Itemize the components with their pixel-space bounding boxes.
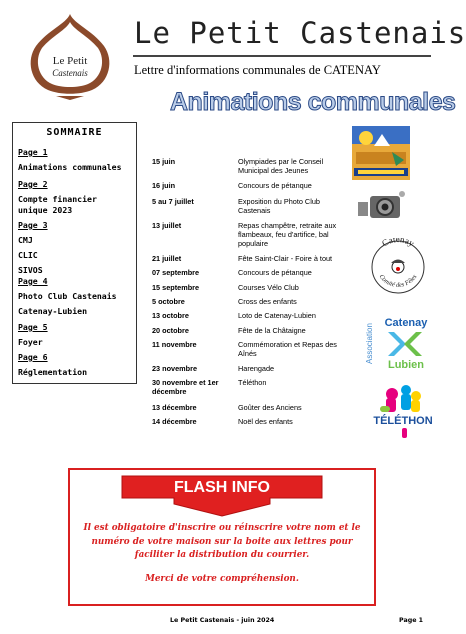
comite-des-fetes-logo — [370, 238, 426, 300]
masthead-title: Le Petit Castenais — [134, 16, 466, 50]
association-word: Association — [365, 323, 374, 364]
event-date: 5 au 7 juillet — [152, 197, 194, 206]
toc-page-1[interactable]: Page 1 — [18, 147, 48, 157]
event-text: Fête Saint-Clair - Foire à tout — [238, 254, 333, 263]
event-date: 21 juillet — [152, 254, 182, 263]
toc-item[interactable]: Catenay-Lubien — [18, 306, 88, 316]
event-text: Loto de Catenay-Lubien — [238, 311, 316, 320]
logo-text-line1: Le Petit — [52, 55, 88, 67]
flash-info-box — [68, 468, 376, 606]
svg-text:Comité des Fêtes — [378, 273, 419, 289]
event-text: Olympiades par le Conseil Municipal des Jeunes — [238, 157, 324, 175]
event-text: Courses Vélo Club — [238, 283, 299, 292]
comite-arc-bottom: Comité des Fêtes — [377, 273, 419, 289]
toc-item[interactable]: Animations communales — [18, 162, 122, 172]
event-date: 13 juillet — [152, 221, 182, 230]
toc-page-3[interactable]: Page 3 — [18, 220, 48, 230]
event-date: 14 décembre — [152, 417, 197, 426]
table-of-contents — [12, 122, 137, 384]
flash-thanks: Merci de votre compréhension. — [145, 574, 299, 584]
catenay-lubien-top: Catenay — [384, 317, 428, 329]
toc-item[interactable]: Compte financier — [18, 194, 97, 204]
event-date: 30 novembre et 1er décembre — [152, 378, 219, 396]
event-date: 20 octobre — [152, 326, 189, 335]
comite-arc-top: Catenay — [380, 238, 417, 249]
event-date: 15 juin — [152, 157, 176, 166]
event-date: 5 octobre — [152, 297, 185, 306]
event-date: 15 septembre — [152, 283, 200, 292]
toc-heading: SOMMAIRE — [46, 127, 103, 138]
toc-item[interactable]: CMJ — [18, 235, 33, 245]
toc-item[interactable]: Foyer — [18, 337, 43, 347]
telethon-logo — [372, 380, 434, 446]
event-date: 23 novembre — [152, 364, 198, 373]
event-date: 13 octobre — [152, 311, 189, 320]
catenay-lubien-logo — [366, 314, 432, 374]
event-text: Repas champêtre, retraite aux flambeaux, feu d'artifice, bal populaire — [238, 221, 337, 248]
event-date: 16 juin — [152, 181, 176, 190]
logo-text-line2: Castenais — [52, 68, 88, 78]
photo-club-logo — [356, 186, 410, 230]
event-date: 13 décembre — [152, 403, 197, 412]
telethon-word: TÉLÉTHON — [373, 415, 433, 427]
event-text: Noël des enfants — [238, 417, 293, 426]
event-text: Fête de la Châtaigne — [238, 326, 306, 335]
toc-item[interactable]: SIVOS — [18, 265, 43, 275]
event-date: 07 septembre — [152, 268, 200, 277]
toc-page-6[interactable]: Page 6 — [18, 352, 48, 362]
toc-item[interactable]: Réglementation — [18, 367, 88, 377]
event-text: Exposition du Photo Club Castenais — [238, 197, 320, 215]
toc-page-2[interactable]: Page 2 — [18, 179, 48, 189]
masthead-rule — [133, 55, 431, 57]
catenay-lubien-bottom: Lubien — [387, 359, 425, 371]
flash-body: Il est obligatoire d'inscrire ou réinscrire votre nom et le numéro de votre maison sur la boite aux lettres pour faciliter la distribution du courrier. — [83, 523, 361, 560]
toc-item[interactable]: unique 2023 — [18, 205, 73, 215]
toc-page-5[interactable]: Page 5 — [18, 322, 48, 332]
toc-page-4[interactable]: Page 4 — [18, 276, 48, 286]
section-title: Animations communales — [170, 88, 456, 116]
flash-banner — [120, 474, 324, 518]
event-text: Concours de pétanque — [238, 268, 312, 277]
olympiades-badge — [352, 126, 410, 184]
footer-issue: Le Petit Castenais - juin 2024 — [170, 617, 275, 624]
masthead-subtitle: Lettre d'informations communales de CATENAY — [134, 63, 381, 77]
event-text: Concours de pétanque — [238, 181, 312, 190]
event-text: Commémoration et Repas des Aînés — [238, 340, 337, 358]
footer-page-number: Page 1 — [399, 617, 424, 624]
event-text: Téléthon — [238, 378, 267, 387]
svg-text:Catenay — [380, 238, 416, 249]
event-text: Cross des enfants — [238, 297, 297, 306]
toc-item[interactable]: Photo Club Castenais — [18, 291, 117, 301]
toc-item[interactable]: CLIC — [18, 250, 38, 260]
flash-title: FLASH INFO — [174, 479, 270, 496]
event-text: Goûter des Anciens — [238, 403, 302, 412]
event-text: Harengade — [238, 364, 275, 373]
newsletter-logo — [14, 8, 126, 100]
event-date: 11 novembre — [152, 340, 197, 349]
